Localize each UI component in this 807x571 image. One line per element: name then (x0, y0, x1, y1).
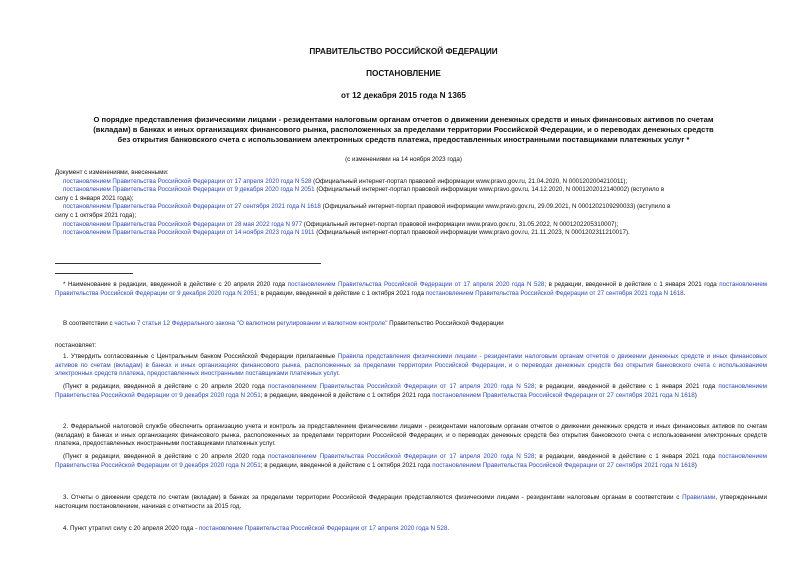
note2-link-2051[interactable]: постановлением Правительства Российской Федерации от 9 декабря 2020 года N 2051 (55, 453, 767, 469)
point-2-note: (Пункт в редакции, введенной в действие с 20 апреля 2020 года постановлением Правительства Российской Федерации от 17 апреля 2020 года N 528; в редакции, введенной в действие с 1 января 2021 года постановлением Правительства Российской Федерации от 9 декабря 2020 года N 2051; в редакции, введенной в действие с 1 октября 2021 года постановлением Правительства Российской Федерации от 27 сентября 2021 года N 1618) (55, 453, 767, 469)
amendment-1-link[interactable]: постановлением Правительства Российской Федерации от 17 апреля 2020 года N 528 (63, 177, 312, 185)
note1-link-2051[interactable]: постановлением Правительства Российской Федерации от 9 декабря 2020 года N 2051 (55, 383, 767, 399)
point-3: 3. Отчеты о движении средств по счетам (вкладам) в банках за пределами территории Российской Федерации представляются физическими лицами - резидентами налоговым органам в соответствии с Правилами, утвержденными настоящим постановлением, начиная с отчетности за 2015 год. (55, 494, 767, 510)
amendment-2-link[interactable]: постановлением Правительства Российской Федерации от 9 декабря 2020 года N 2051 (63, 186, 315, 194)
amendment-3: постановлением Правительства Российской Федерации от 27 сентября 2021 года N 1618 (Официальный интернет-портал правовой информации www.pravo.gov.ru, 29.09.2021, N 0001202109290033) (вступило в (63, 203, 671, 211)
preamble: В соответствии с частью 7 статьи 12 Федерального закона "О валютном регулировании и валютном контроле" Правительство Российской Федерации (63, 320, 504, 327)
law-link[interactable]: частью 7 статьи 12 Федерального закона "О валютном регулировании и валютном контроле" (114, 320, 388, 327)
footnote-link-1618[interactable]: постановлением Правительства Российской Федерации от 27 сентября 2021 года N 1618 (425, 289, 684, 297)
amendment-3-cont: силу с 1 октября 2021 года); (55, 211, 137, 219)
note1-link-528[interactable]: постановлением Правительства Российской Федерации от 17 апреля 2020 года N 528 (267, 383, 535, 390)
amendment-3-link[interactable]: постановлением Правительства Российской Федерации от 27 сентября 2021 года N 1618 (63, 203, 321, 211)
revision-note: (с изменениями на 14 ноября 2023 года) (345, 156, 462, 163)
decides-text: постановляет: (55, 342, 97, 349)
amendments-intro: Документ с изменениями, внесенными: (55, 169, 169, 176)
amendment-4-link[interactable]: постановлением Правительства Российской Федерации от 28 мая 2022 года N 977 (63, 220, 303, 228)
title-footnote: * Наименование в редакции, введенной в действие с 20 апреля 2020 года постановлением Правительства Российской Федерации от 17 апреля 2020 года N 528; в редакции, введенной в действие с 1 января 2021 года постановлением Правительства Российской Федерации от 9 декабря 2020 года N 2051; в редакции, введенной в действие с 1 октября 2021 года постановлением Правительства Российской Федерации от 27 сентября 2021 года N 1618. (55, 281, 768, 297)
amendment-1: постановлением Правительства Российской Федерации от 17 апреля 2020 года N 528 (Официальный интернет-портал правовой информации www.pravo.gov.ru, 21.04.2020, N 0001202004210011); (63, 177, 628, 185)
rules-link[interactable]: Правила представления физическими лицами - резидентами налоговым органам отчетов о движении денежных средств и иных финансовых активов по счетам (вкладам) в банках и иных организациях финансового рынка, расположенных за пределами территории Российской Федерации, и о переводах денежных средств без открытия банковского счета с использованием электронных средств платежа, предоставленных иностранными поставщиками платежных услуг (55, 353, 767, 378)
footnote-link-2051[interactable]: постановлением Правительства Российской Федерации от 9 декабря 2020 года N 2051 (55, 281, 768, 297)
footnote-link-528[interactable]: постановлением Правительства Российской Федерации от 17 апреля 2020 года N 528 (287, 281, 545, 288)
point-2: 2. Федеральной налоговой службе обеспечить организацию учета и контроль за представлением физическими лицами - резидентами налоговым органам отчетов о движении денежных средств и иных финансовых активов по счетам (вкладам) в банках и иных организациях финансового рынка, расположенных за пределами территории Российской Федерации, и о переводах денежных средств без открытия банковского счета с использованием электронных средств платежа, предоставленных иностранными поставщиками платежных услуг. (55, 423, 767, 448)
amendment-4: постановлением Правительства Российской Федерации от 28 мая 2022 года N 977 (Официальный интернет-портал правовой информации www.pravo.gov.ru, 31.05.2022, N 0001202205310007); (63, 220, 619, 228)
footnote-divider (55, 273, 133, 274)
note2-link-1618[interactable]: постановлением Правительства Российской Федерации от 27 сентября 2021 года N 1618 (432, 461, 695, 469)
amendment-5: постановлением Правительства Российской Федерации от 14 ноября 2023 года N 1911 (Официальный интернет-портал правовой информации www.pravo.gov.ru, 21.11.2023, N 0001202311210017). (63, 229, 630, 237)
note1-link-1618[interactable]: постановлением Правительства Российской Федерации от 27 сентября 2021 года N 1618 (432, 391, 695, 399)
doc-type-heading: ПОСТАНОВЛЕНИЕ (366, 69, 441, 78)
doc-title-line-3: без открытия банковского счета с использованием электронных средств платежа, предоставленных иностранными поставщиками платежных услуг * (117, 135, 690, 144)
note2-link-528[interactable]: постановлением Правительства Российской Федерации от 17 апреля 2020 года N 528 (267, 453, 535, 460)
point-1: 1. Утвердить согласованные с Центральным банком Российской Федерации прилагаемые Правила представления физическими лицами - резидентами налоговым органам отчетов о движении денежных средств и иных финансовых активов по счетам (вкладам) в банках и иных организациях финансового рынка, расположенных за пределами территории Российской Федерации, и о переводах денежных средств без открытия банковского счета с использованием электронных средств платежа, предоставленных иностранными поставщиками платежных услуг. (55, 353, 767, 378)
point-4-link[interactable]: постановление Правительства Российской Федерации от 17 апреля 2020 года N 528 (198, 525, 448, 532)
doc-date-heading: от 12 декабря 2015 года N 1365 (341, 91, 466, 100)
point-4: 4. Пункт утратил силу с 20 апреля 2020 года - постановление Правительства Российской Федерации от 17 апреля 2020 года N 528. (63, 525, 450, 532)
amendment-2: постановлением Правительства Российской Федерации от 9 декабря 2020 года N 2051 (Официальный интернет-портал правовой информации www.pravo.gov.ru, 14.12.2020, N 0001202012140002) (вступило в (63, 186, 665, 194)
amendments-divider (55, 263, 321, 264)
amendments-list (55, 169, 767, 238)
doc-title-line-1: О порядке представления физическими лицами - резидентами налоговым органам отчетов о движении денежных средств и иных финансовых активов по счетам (93, 115, 714, 124)
amendment-2-cont: силу с 1 января 2021 года); (55, 194, 134, 202)
doc-title-line-2: (вкладам) в банках и иных организациях финансового рынка, расположенных за пределами территории Российской Федерации, и о переводах денежных средств (93, 125, 714, 134)
point-1-note: (Пункт в редакции, введенной в действие с 20 апреля 2020 года постановлением Правительства Российской Федерации от 17 апреля 2020 года N 528; в редакции, введенной в действие с 1 января 2021 года постановлением Правительства Российской Федерации от 9 декабря 2020 года N 2051; в редакции, введенной в действие с 1 октября 2021 года постановлением Правительства Российской Федерации от 27 сентября 2021 года N 1618) (55, 383, 767, 399)
rules-ref-link[interactable]: Правилами (682, 494, 716, 501)
amendment-5-link[interactable]: постановлением Правительства Российской Федерации от 14 ноября 2023 года N 1911 (63, 229, 315, 237)
gov-heading: ПРАВИТЕЛЬСТВО РОССИЙСКОЙ ФЕДЕРАЦИИ (309, 47, 498, 56)
